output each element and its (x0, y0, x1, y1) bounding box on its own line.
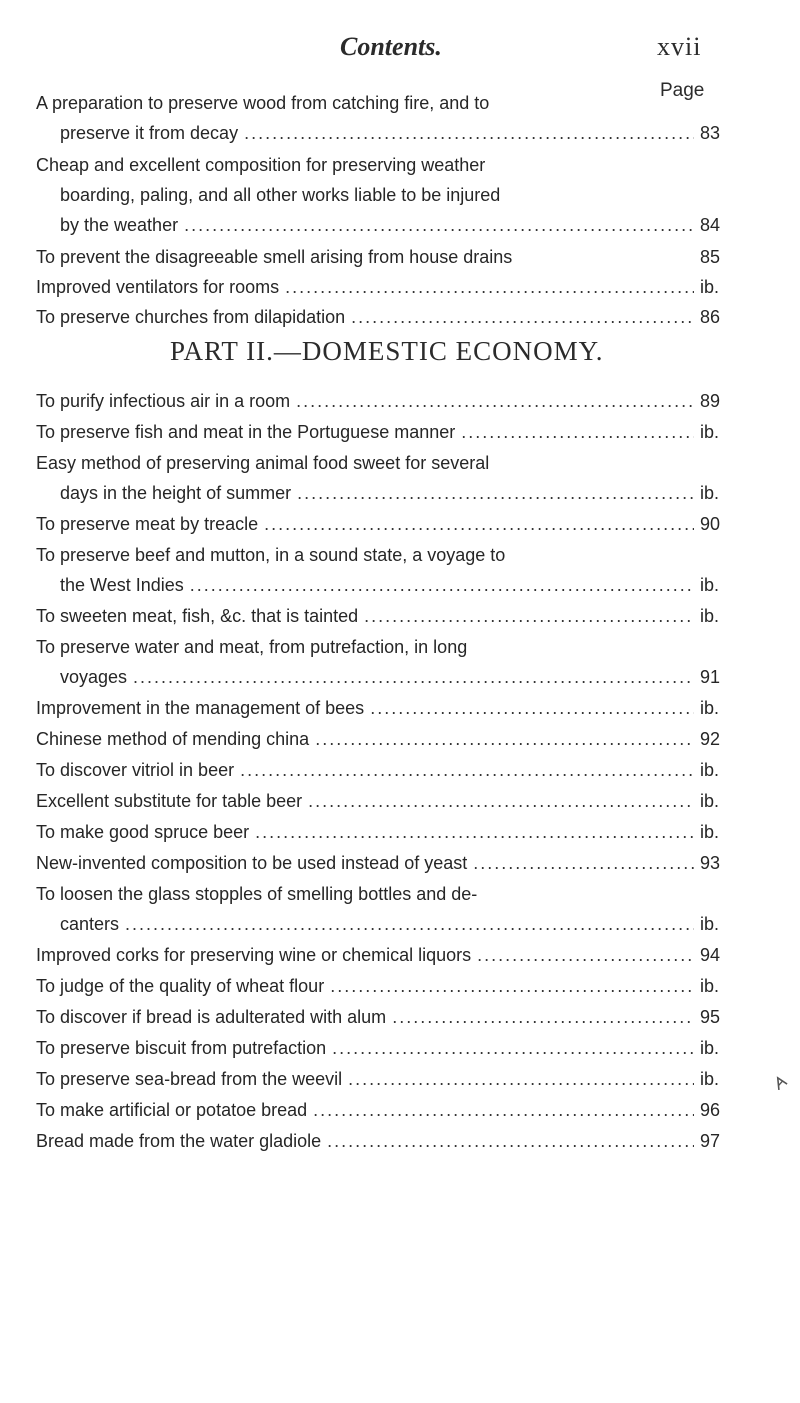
toc-entry-line (36, 971, 748, 1001)
toc-entry-text: the West Indies (60, 575, 184, 595)
toc-entry-line (36, 150, 748, 180)
toc-entry-line (36, 386, 748, 416)
toc-entry-text: To make artificial or potatoe bread (36, 1100, 308, 1120)
toc-entry-line (36, 242, 748, 272)
toc-entry-line (60, 662, 748, 692)
toc-entry-text: by the weather (60, 215, 179, 235)
toc-page-number: ib. (700, 606, 720, 626)
toc-page-number: ib. (700, 760, 720, 780)
toc-page-number: 83 (700, 123, 721, 143)
dot-leader (315, 724, 694, 754)
toc-page-number: ib. (700, 914, 720, 934)
toc-page-number: ib. (700, 575, 720, 595)
dot-leader (133, 662, 694, 692)
toc-entry-text: Improvement in the management of bees (36, 698, 365, 718)
toc-page-number: 93 (700, 853, 721, 873)
toc-page-number: 89 (700, 391, 721, 411)
toc-page-number: ib. (700, 483, 720, 503)
toc-page-number: 96 (700, 1100, 721, 1120)
dot-leader (190, 570, 694, 600)
toc-entry-text: voyages (60, 667, 128, 687)
toc-page-number: 90 (700, 514, 721, 534)
toc-page-number: 94 (700, 945, 721, 965)
toc-page-number: 85 (700, 247, 721, 267)
toc-entry-text: To purify infectious air in a room (36, 391, 291, 411)
ink-mark (770, 1072, 792, 1095)
toc-page-number: 92 (700, 729, 721, 749)
toc-entry-text: To judge of the quality of wheat flour (36, 976, 325, 996)
dot-leader (313, 1095, 694, 1125)
toc-entry-line (60, 570, 748, 600)
toc-entry-text: To discover if bread is adulterated with alum (36, 1007, 387, 1027)
toc-entry-line (60, 210, 748, 240)
toc-entry-text: canters (60, 914, 120, 934)
dot-leader (364, 601, 694, 631)
toc-entry-line (36, 940, 748, 970)
toc-entry-line (36, 755, 748, 785)
toc-entry-text: preserve it from decay (60, 123, 239, 143)
toc-entry-text: To loosen the glass stopples of smelling bottles and de- (36, 884, 478, 904)
toc-entry-line (36, 693, 748, 723)
dot-leader (308, 786, 694, 816)
dot-leader (351, 302, 694, 332)
dot-leader (370, 693, 694, 723)
toc-page-number: ib. (700, 422, 720, 442)
dot-leader (327, 1126, 694, 1156)
toc-entry-line (36, 879, 748, 909)
dot-leader (297, 478, 694, 508)
toc-page-number: ib. (700, 822, 720, 842)
toc-page-number: 84 (700, 215, 721, 235)
toc-entry-text: To preserve churches from dilapidation (36, 307, 346, 327)
toc-entry-line (36, 817, 748, 847)
toc-entry-text: To preserve beef and mutton, in a sound state, a voyage to (36, 545, 506, 565)
toc-page-number: 86 (700, 307, 721, 327)
dot-leader (330, 971, 694, 1001)
toc-page-number: ib. (700, 791, 720, 811)
toc-entry-line (36, 632, 748, 662)
toc-entry-line (36, 786, 748, 816)
dot-leader (348, 1064, 694, 1094)
toc-entry-line (60, 909, 748, 939)
toc-page-number: ib. (700, 1069, 720, 1089)
toc-entry-text: Excellent substitute for table beer (36, 791, 303, 811)
dot-leader (255, 817, 694, 847)
toc-page-number: ib. (700, 1038, 720, 1058)
toc-entry-text: Cheap and excellent composition for preserving weather (36, 155, 486, 175)
toc-entry-text: To make good spruce beer (36, 822, 250, 842)
toc-entry-text: boarding, paling, and all other works liable to be injured (60, 185, 501, 205)
toc-page-number: 95 (700, 1007, 721, 1027)
toc-entry-line (36, 1002, 748, 1032)
toc-entry-text: To preserve meat by treacle (36, 514, 259, 534)
toc-entry-text: To preserve sea-bread from the weevil (36, 1069, 343, 1089)
toc-entry-line (36, 88, 748, 118)
toc-entry-line (36, 848, 748, 878)
toc-entry-text: Improved corks for preserving wine or chemical liquors (36, 945, 472, 965)
dot-leader (125, 909, 694, 939)
dot-leader (184, 210, 694, 240)
toc-entry-line (60, 180, 748, 210)
dot-leader (332, 1033, 694, 1063)
toc-page-number: ib. (700, 277, 720, 297)
dot-leader (477, 940, 694, 970)
toc-entry-line (36, 509, 748, 539)
dot-leader (461, 417, 694, 447)
toc-entry-line (36, 1064, 748, 1094)
page-column-label: Page (660, 80, 705, 101)
toc-entry-line (36, 1095, 748, 1125)
toc-entry-line (36, 417, 748, 447)
toc-entry-line (60, 118, 748, 148)
dot-leader (264, 509, 694, 539)
toc-entry-text: A preparation to preserve wood from catching fire, and to (36, 93, 490, 113)
toc-entry-line (36, 724, 748, 754)
toc-page-number: ib. (700, 698, 720, 718)
toc-page-number: 97 (700, 1131, 721, 1151)
dot-leader (244, 118, 694, 148)
toc-entry-line (36, 448, 748, 478)
page-folio: xvii (657, 32, 702, 61)
toc-entry-line (60, 478, 748, 508)
toc-entry-line (36, 540, 748, 570)
dot-leader (473, 848, 694, 878)
toc-entry-text: To preserve fish and meat in the Portuguese manner (36, 422, 456, 442)
toc-entry-line (36, 302, 748, 332)
ink-mark-icon (770, 1072, 790, 1093)
toc-entry-line (36, 1033, 748, 1063)
toc-entry-text: To preserve water and meat, from putrefaction, in long (36, 637, 468, 657)
dot-leader (285, 272, 694, 302)
toc-entry-text: New-invented composition to be used instead of yeast (36, 853, 468, 873)
toc-entry-text: days in the height of summer (60, 483, 292, 503)
dot-leader (240, 755, 694, 785)
toc-page-number: ib. (700, 976, 720, 996)
toc-entry-line (36, 601, 748, 631)
toc-entry-line (36, 1126, 748, 1156)
toc-entry-text: Chinese method of mending china (36, 729, 310, 749)
toc-entry-text: To prevent the disagreeable smell arising from house drains (36, 247, 513, 267)
toc-entry-line (36, 272, 748, 302)
dot-leader (296, 386, 694, 416)
toc-entry-text: To sweeten meat, fish, &c. that is tainted (36, 606, 359, 626)
toc-entry-text: To discover vitriol in beer (36, 760, 235, 780)
running-head-title: Contents. (340, 32, 442, 61)
toc-entry-text: Easy method of preserving animal food sweet for several (36, 453, 490, 473)
dot-leader (392, 1002, 694, 1032)
toc-entry-text: Improved ventilators for rooms (36, 277, 280, 297)
toc-entry-text: To preserve biscuit from putrefaction (36, 1038, 327, 1058)
toc-entry-text: Bread made from the water gladiole (36, 1131, 322, 1151)
running-head (0, 28, 800, 68)
part-heading: PART II.—DOMESTIC ECONOMY. (170, 336, 604, 366)
toc-page-number: 91 (700, 667, 721, 687)
